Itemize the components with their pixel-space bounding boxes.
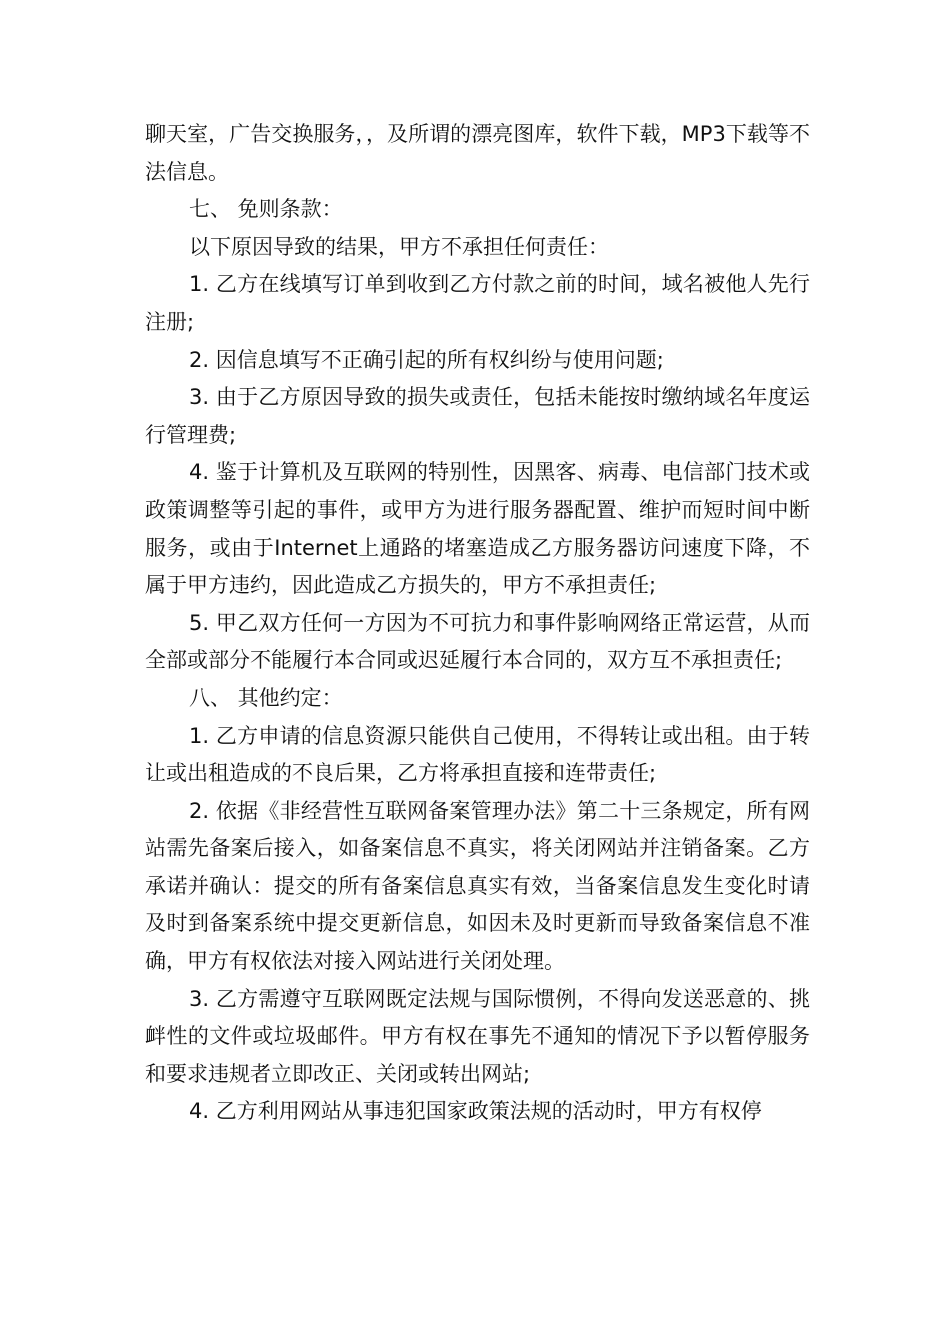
document-body (145, 116, 810, 1131)
list-item: 1. 乙方申请的信息资源只能供自己使用，不得转让或出租。由于转让或出租造成的不良后果，乙方将承担直接和连带责任; (145, 723, 810, 786)
section-heading-other-agreements: 八、 其他约定： (189, 685, 343, 710)
section-heading-disclaimer: 七、 免则条款： (189, 197, 343, 222)
list-item: 1. 乙方在线填写订单到收到乙方付款之前的时间，域名被他人先行注册; (145, 272, 810, 334)
list-item: 4. 鉴于计算机及互联网的特别性，因黑客、病毒、电信部门技术或政策调整等引起的事件，或甲方为进行服务器配置、维护而短时间中断服务，或由于Internet上通路的堵塞造成乙方服务器访问速度下降，不属于甲方违约，因此造成乙方损失的，甲方不承担责任; (145, 460, 810, 598)
paragraph: 聊天室，广告交换服务，，及所谓的漂亮图库，软件下载，MP3下载等不法信息。 (145, 122, 810, 184)
paragraph: 以下原因导致的结果，甲方不承担任何责任： (189, 234, 609, 259)
list-item: 3. 由于乙方原因导致的损失或责任，包括未能按时缴纳域名年度运行管理费; (145, 385, 810, 447)
list-item: 2. 依据《非经营性互联网备案管理办法》第二十三条规定，所有网站需先备案后接入，如备案信息不真实，将关闭网站并注销备案。乙方承诺并确认：提交的所有备案信息真实有效，当备案信息发生变化时请及时到备案系统中提交更新信息，如因未及时更新而导致备案信息不准确，甲方有权依法对接入网站进行关闭处理。 (145, 798, 810, 974)
list-item: 3. 乙方需遵守互联网既定法规与国际惯例，不得向发送恶意的、挑衅性的文件或垃圾邮件。甲方有权在事先不通知的情况下予以暂停服务和要求违规者立即改正、关闭或转出网站; (145, 986, 810, 1086)
list-item: 4. 乙方利用网站从事违犯国家政策法规的活动时，甲方有权停 (189, 1099, 762, 1124)
list-item: 2. 因信息填写不正确引起的所有权纠纷与使用问题; (189, 347, 664, 372)
list-item: 5. 甲乙双方任何一方因为不可抗力和事件影响网络正常运营，从而全部或部分不能履行本合同或迟延履行本合同的，双方互不承担责任; (145, 610, 810, 673)
